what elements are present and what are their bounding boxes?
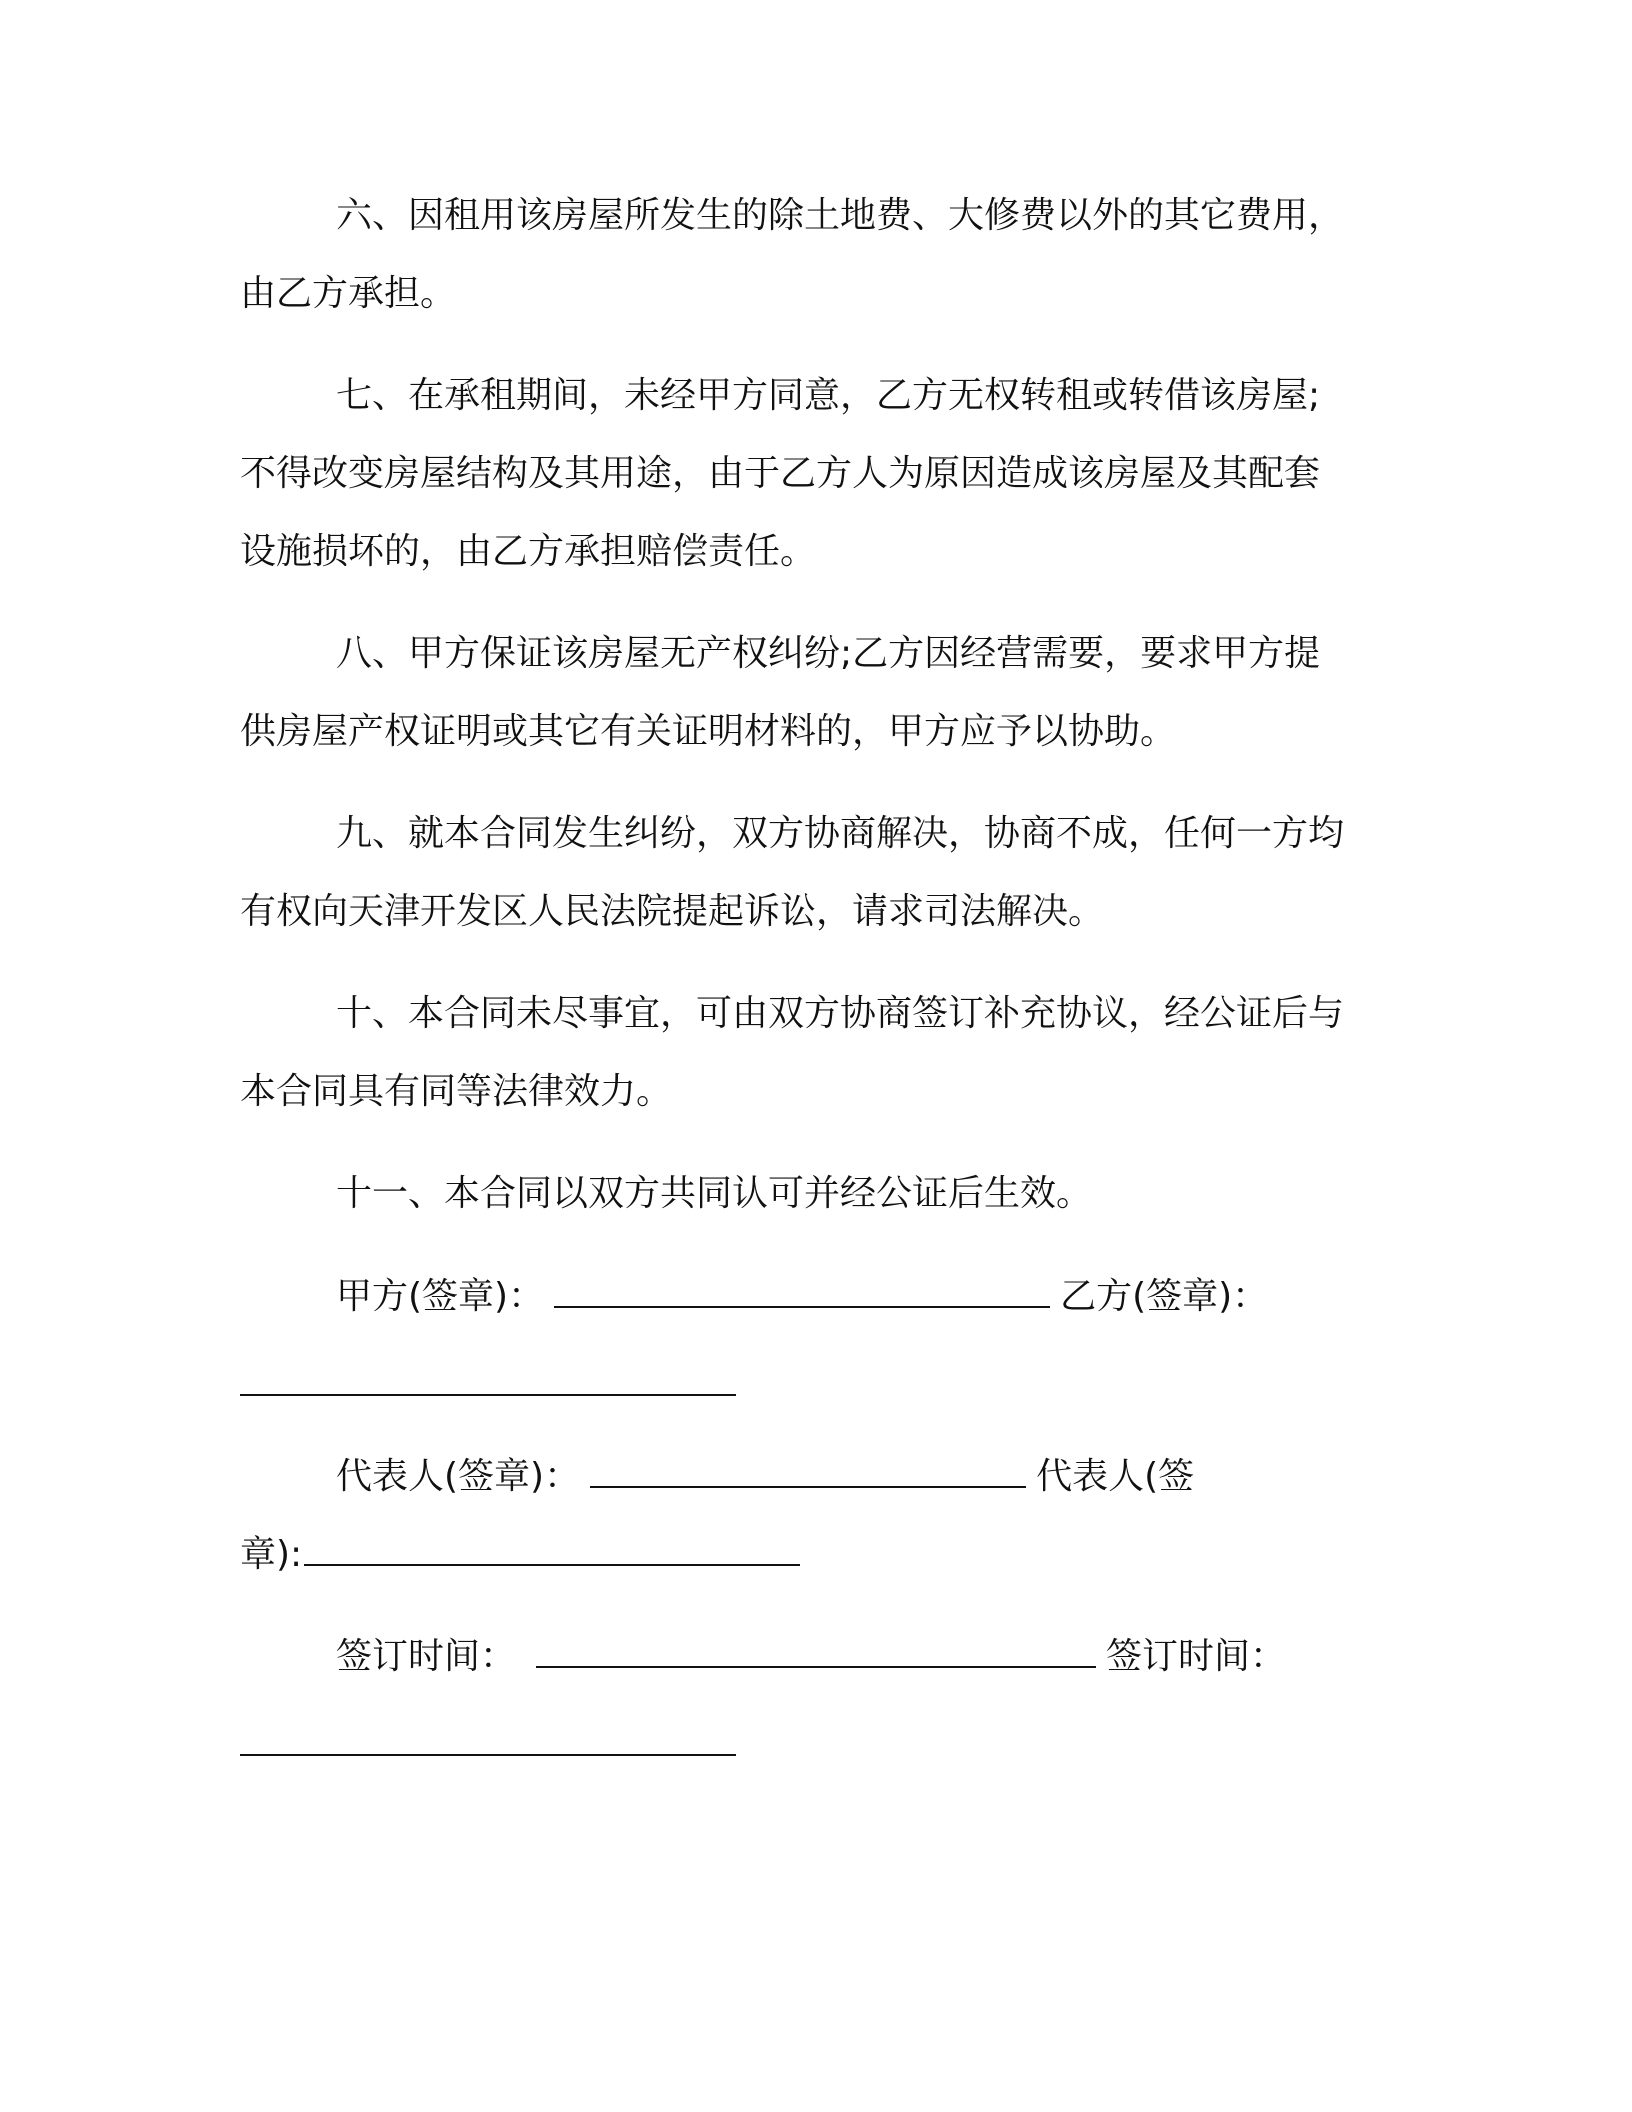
party-a-sign-line[interactable]: [554, 1272, 1050, 1308]
clause-7-line-1: 七、在承租期间，未经甲方同意，乙方无权转租或转借该房屋;: [336, 375, 1321, 416]
date-a-line[interactable]: [536, 1632, 1096, 1668]
party-b-sign-label: 乙方(签章)：: [1060, 1276, 1269, 1317]
signature-row-parties: [336, 1272, 1268, 1320]
rep-b-sign-label-part1: 代表人(签: [1036, 1456, 1195, 1497]
clause-7-line-3: 设施损坏的，由乙方承担赔偿责任。: [240, 531, 817, 572]
clause-10-line-1: 十、本合同未尽事宜，可由双方协商签订补充协议，经公证后与: [336, 993, 1345, 1034]
party-a-sign-label: 甲方(签章)：: [336, 1276, 545, 1317]
rep-a-sign-label: 代表人(签章)：: [336, 1456, 581, 1497]
rep-a-sign-line[interactable]: [590, 1452, 1026, 1488]
date-a-label: 签订时间：: [336, 1636, 517, 1677]
signature-row-dates: [336, 1632, 1286, 1680]
signature-row-date-b-continued: [240, 1720, 736, 1768]
rep-b-sign-line[interactable]: [304, 1530, 800, 1566]
date-b-label: 签订时间：: [1106, 1636, 1287, 1677]
clause-9-line-1: 九、就本合同发生纠纷，双方协商解决，协商不成，任何一方均: [336, 813, 1345, 854]
clause-11-line-1: 十一、本合同以双方共同认可并经公证后生效。: [336, 1173, 1093, 1214]
clause-7-line-2: 不得改变房屋结构及其用途，由于乙方人为原因造成该房屋及其配套: [240, 453, 1321, 494]
clause-6-line-1: 六、因租用该房屋所发生的除土地费、大修费以外的其它费用，: [336, 195, 1345, 236]
party-b-sign-line[interactable]: [240, 1360, 736, 1396]
clause-10-line-2: 本合同具有同等法律效力。: [240, 1071, 673, 1112]
signature-row-party-b-continued: [240, 1360, 736, 1408]
clause-8-line-1: 八、甲方保证该房屋无产权纠纷;乙方因经营需要，要求甲方提: [336, 633, 1321, 674]
date-b-line[interactable]: [240, 1720, 736, 1756]
signature-row-representatives: [336, 1452, 1194, 1500]
signature-row-rep-b-continued: [240, 1530, 800, 1578]
clause-6-line-2: 由乙方承担。: [240, 273, 457, 314]
clause-9-line-2: 有权向天津开发区人民法院提起诉讼，请求司法解决。: [240, 891, 1105, 932]
rep-b-sign-label-part2: 章):: [240, 1534, 303, 1575]
clause-8-line-2: 供房屋产权证明或其它有关证明材料的，甲方应予以协助。: [240, 711, 1177, 752]
